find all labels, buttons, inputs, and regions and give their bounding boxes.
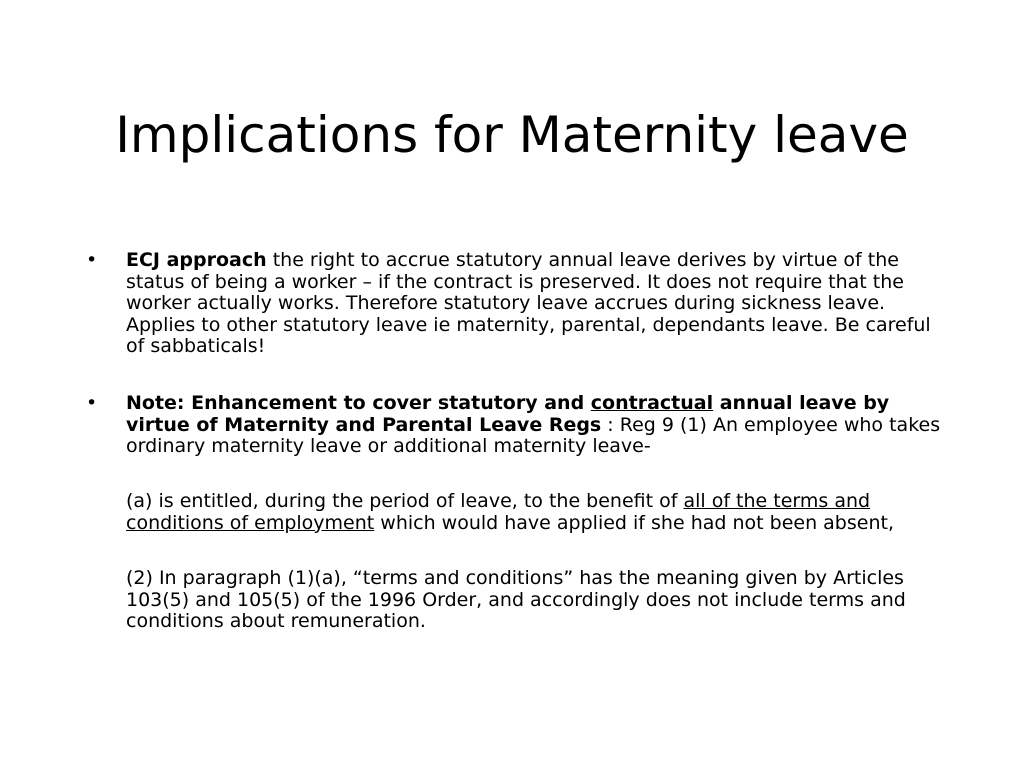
- note-bold-part1: Note: Enhancement to cover statutory and: [126, 392, 591, 414]
- paragraph-2: (2) In paragraph (1)(a), “terms and conditions” has the meaning given by Articles 103(5) and 105(5) of the 1996 Order, and accordingly does not include terms and conditions about remuneration.: [126, 567, 906, 632]
- paragraph-a-text-before: (a) is entitled, during the period of leave, to the benefit of: [126, 490, 684, 512]
- note-text: : Reg 9 (1) An employee who takes ordinary maternity leave or additional maternity leave-: [126, 413, 941, 457]
- ecj-approach-label: ECJ approach: [126, 249, 267, 271]
- paragraph-a-underlined: all of the terms and conditions of employment: [126, 490, 871, 534]
- note-bold-underlined: contractual: [590, 392, 714, 414]
- slide-title: Implications for Maternity leave: [115, 106, 909, 164]
- ecj-approach-text: the right to accrue statutory annual leave derives by virtue of the status of being a worker – if the contract is preserved. It does not require that the worker actually works. Therefore statutory leave accrues during sickness leave. Applies to other statutory leave ie maternity, parental, dependants leave. Be careful of sabbaticals!: [126, 249, 931, 357]
- bullet-marker: •: [86, 249, 98, 271]
- bullet-ecj-approach: [126, 250, 946, 358]
- paragraph-a-text-after: which would have applied if she had not been absent,: [374, 511, 894, 534]
- paragraph-a: [126, 491, 946, 534]
- note-bold-part2: annual leave by virtue of Maternity and Parental Leave Regs: [126, 392, 890, 436]
- bullet-note-enhancement: [126, 393, 946, 458]
- bullet-marker: •: [86, 392, 98, 414]
